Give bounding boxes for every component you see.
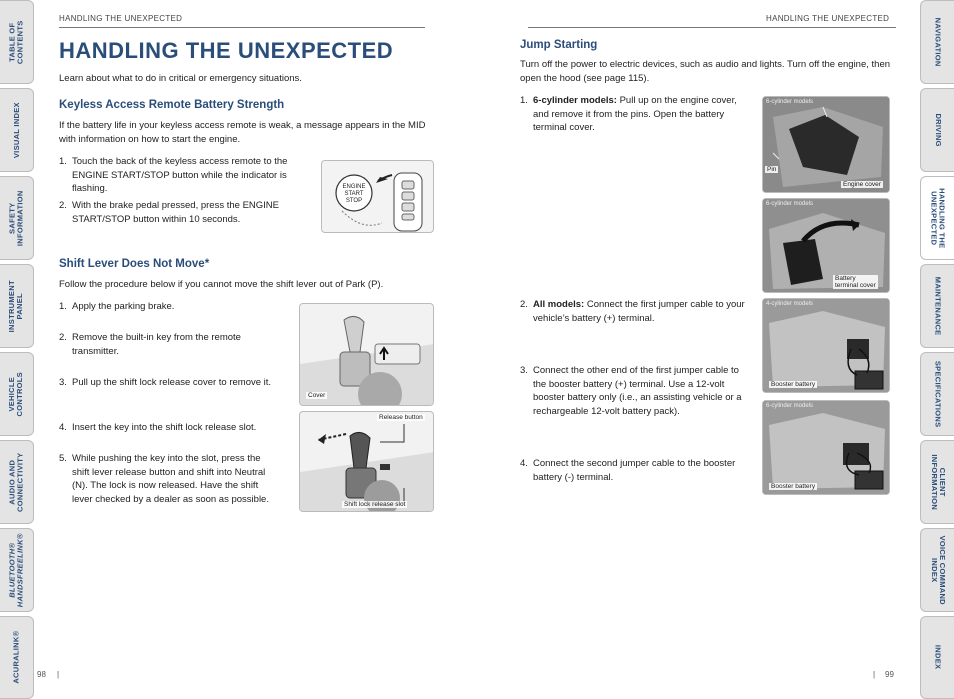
step-number: 3. <box>59 377 67 388</box>
step-text: With the brake pedal pressed, press the ENGINE START/STOP button within 10 seconds. <box>72 200 279 225</box>
tab-label: VISUAL INDEX <box>11 102 21 158</box>
step-number: 3. <box>520 365 528 376</box>
tab-safety-information[interactable] <box>0 176 34 260</box>
model-label: 6-cylinder models <box>766 99 814 105</box>
battery-terminal-cover-caption: Battery terminal cover <box>835 275 876 289</box>
footer-divider: | <box>873 670 876 679</box>
shift-step-2 <box>59 331 279 358</box>
tab-label: BLUETOOTH® HANDSFREELINK® <box>7 533 25 607</box>
step-text: Touch the back of the keyless access remote to the ENGINE START/STOP button while the indicator is flashing. <box>72 156 288 194</box>
step-number: 1. <box>59 301 67 312</box>
booster-6cyl-figure <box>762 400 890 495</box>
tab-label: VEHICLE CONTROLS <box>7 371 25 417</box>
tab-bluetooth-handsfreelink[interactable] <box>0 528 34 612</box>
step-text: Insert the key into the shift lock release slot. <box>72 422 257 433</box>
header-rule <box>59 27 425 28</box>
step-body: Connect the other end of the first jumper cable to the booster battery (+) terminal. Use a 12-volt booster battery only (i.e., an assisting vehicle or a rechargeable 12-volt battery pack). <box>533 365 742 417</box>
step-text: While pushing the key into the slot, press the shift lever release button and shift into Neutral (N). The lock is now released. Have the shift lever checked by a dealer as soon as possible. <box>72 453 269 505</box>
model-label: 4-cylinder models <box>766 301 814 307</box>
tab-label: DRIVING <box>933 113 943 147</box>
step-body: Connect the second jumper cable to the booster battery (-) terminal. <box>533 458 736 483</box>
step-bold: All models: <box>533 299 585 310</box>
jump-starting-body: Turn off the power to electric devices, such as audio and lights. Turn off the engine, then open the hood (see page 115). <box>520 59 891 84</box>
shift-cover-figure <box>299 303 434 406</box>
shift-step-4 <box>59 421 279 435</box>
tab-specifications[interactable] <box>920 352 954 436</box>
intro-text: Learn about what to do in critical or emergency situations. <box>59 73 302 84</box>
engine-cover-illustration <box>763 97 890 193</box>
tab-voice-command-index[interactable] <box>920 528 954 612</box>
jump-step-4 <box>520 457 745 484</box>
footer-divider: | <box>57 670 60 679</box>
tab-label: VOICE COMMAND INDEX <box>929 535 947 605</box>
step-text <box>520 457 745 484</box>
keyless-illustration <box>322 161 434 233</box>
tab-label: SPECIFICATIONS <box>933 360 943 428</box>
tab-label: INDEX <box>933 645 943 670</box>
tab-vehicle-controls[interactable] <box>0 352 34 436</box>
step-text: Apply the parking brake. <box>72 301 175 312</box>
step-number: 2. <box>59 332 67 343</box>
right-page-number: 99 <box>885 670 894 679</box>
tab-visual-index[interactable] <box>0 88 34 172</box>
release-button-caption: Release button <box>379 414 423 421</box>
step-number: 1. <box>520 95 528 106</box>
step-number: 4. <box>520 458 528 469</box>
tab-label: AUDIO AND CONNECTIVITY <box>7 452 25 512</box>
tab-client-information[interactable] <box>920 440 954 524</box>
slot-caption: Shift lock release slot <box>344 501 406 508</box>
booster-6cyl-illustration <box>763 401 890 495</box>
keyless-step-1 <box>59 155 305 196</box>
tab-instrument-panel[interactable] <box>0 264 34 348</box>
page-title: HANDLING THE UNEXPECTED <box>59 38 394 63</box>
step-number: 2. <box>520 299 528 310</box>
tab-audio-connectivity[interactable] <box>0 440 34 524</box>
tab-label: SAFETY INFORMATION <box>7 190 25 246</box>
svg-text:ENGINE: ENGINE <box>342 184 366 190</box>
tab-maintenance[interactable] <box>920 264 954 348</box>
shift-heading: Shift Lever Does Not Move* <box>59 258 210 270</box>
tab-table-of-contents[interactable] <box>0 0 34 84</box>
svg-text:START: START <box>344 191 364 197</box>
shift-step-1 <box>59 300 279 314</box>
step-body: Connect the first jumper cable to your vehicle’s battery (+) terminal. <box>533 299 745 324</box>
tab-label: CLIENT INFORMATION <box>929 454 947 510</box>
jump-starting-heading: Jump Starting <box>520 39 598 51</box>
step-number: 5. <box>59 453 67 464</box>
right-running-header: HANDLING THE UNEXPECTED <box>766 14 890 23</box>
booster-battery-caption: Booster battery <box>771 381 816 388</box>
step-text: Remove the built-in key from the remote transmitter. <box>72 332 241 357</box>
step-text <box>520 94 745 135</box>
header-rule <box>528 27 896 28</box>
jump-step-3 <box>520 364 750 418</box>
tab-acuralink[interactable] <box>0 616 34 699</box>
step-body: Pull up on the engine cover, and remove it from the pins. Open the battery terminal cover. <box>533 95 737 133</box>
booster-4cyl-figure <box>762 298 890 393</box>
shift-step-5 <box>59 452 279 506</box>
keyless-body: If the battery life in your keyless access remote is weak, a message appears in the MID with information on how to start the engine. <box>59 120 426 145</box>
left-page-number: 98 <box>37 670 46 679</box>
jump-step-2 <box>520 298 745 325</box>
tab-index[interactable] <box>920 616 954 699</box>
keyless-remote-figure <box>321 160 434 233</box>
step-text <box>520 298 745 325</box>
keyless-step-2 <box>59 199 305 226</box>
step-bold: 6-cylinder models: <box>533 95 617 106</box>
booster-4cyl-illustration <box>763 299 890 393</box>
booster-battery-caption: Booster battery <box>771 483 816 490</box>
step-text <box>520 364 750 418</box>
tab-label: ACURALINK® <box>11 630 21 685</box>
shift-release-figure <box>299 411 434 512</box>
battery-cover-figure <box>762 198 890 293</box>
shift-release-illustration <box>300 412 434 512</box>
cover-caption: Cover <box>308 392 326 399</box>
keyless-heading: Keyless Access Remote Battery Strength <box>59 99 285 111</box>
step-text: Pull up the shift lock release cover to remove it. <box>72 377 272 388</box>
right-chapter-tabs <box>920 0 954 699</box>
shift-body: Follow the procedure below if you cannot move the shift lever out of Park (P). <box>59 279 384 290</box>
shift-step-3 <box>59 376 279 390</box>
model-label: 6-cylinder models <box>766 201 814 207</box>
tab-label: TABLE OF CONTENTS <box>7 20 25 64</box>
shift-cover-illustration <box>300 304 434 406</box>
pin-caption: Pin <box>767 166 777 173</box>
step-number: 1. <box>59 156 67 167</box>
tab-driving[interactable] <box>920 88 954 172</box>
tab-label: HANDLING THE UNEXPECTED <box>929 187 947 249</box>
engine-cover-figure <box>762 96 890 193</box>
step-number: 4. <box>59 422 67 433</box>
jump-step-1 <box>520 94 745 135</box>
tab-navigation[interactable] <box>920 0 954 84</box>
tab-handling-the-unexpected[interactable] <box>920 176 954 260</box>
tab-label: MAINTENANCE <box>933 276 943 336</box>
engine-cover-caption: Engine cover <box>843 181 881 188</box>
tab-label: INSTRUMENT PANEL <box>7 279 25 333</box>
step-number: 2. <box>59 200 67 211</box>
svg-text:STOP: STOP <box>345 198 363 204</box>
left-chapter-tabs <box>0 0 34 699</box>
tab-label: NAVIGATION <box>933 17 943 67</box>
model-label: 6-cylinder models <box>766 403 814 409</box>
left-running-header: HANDLING THE UNEXPECTED <box>59 14 183 23</box>
